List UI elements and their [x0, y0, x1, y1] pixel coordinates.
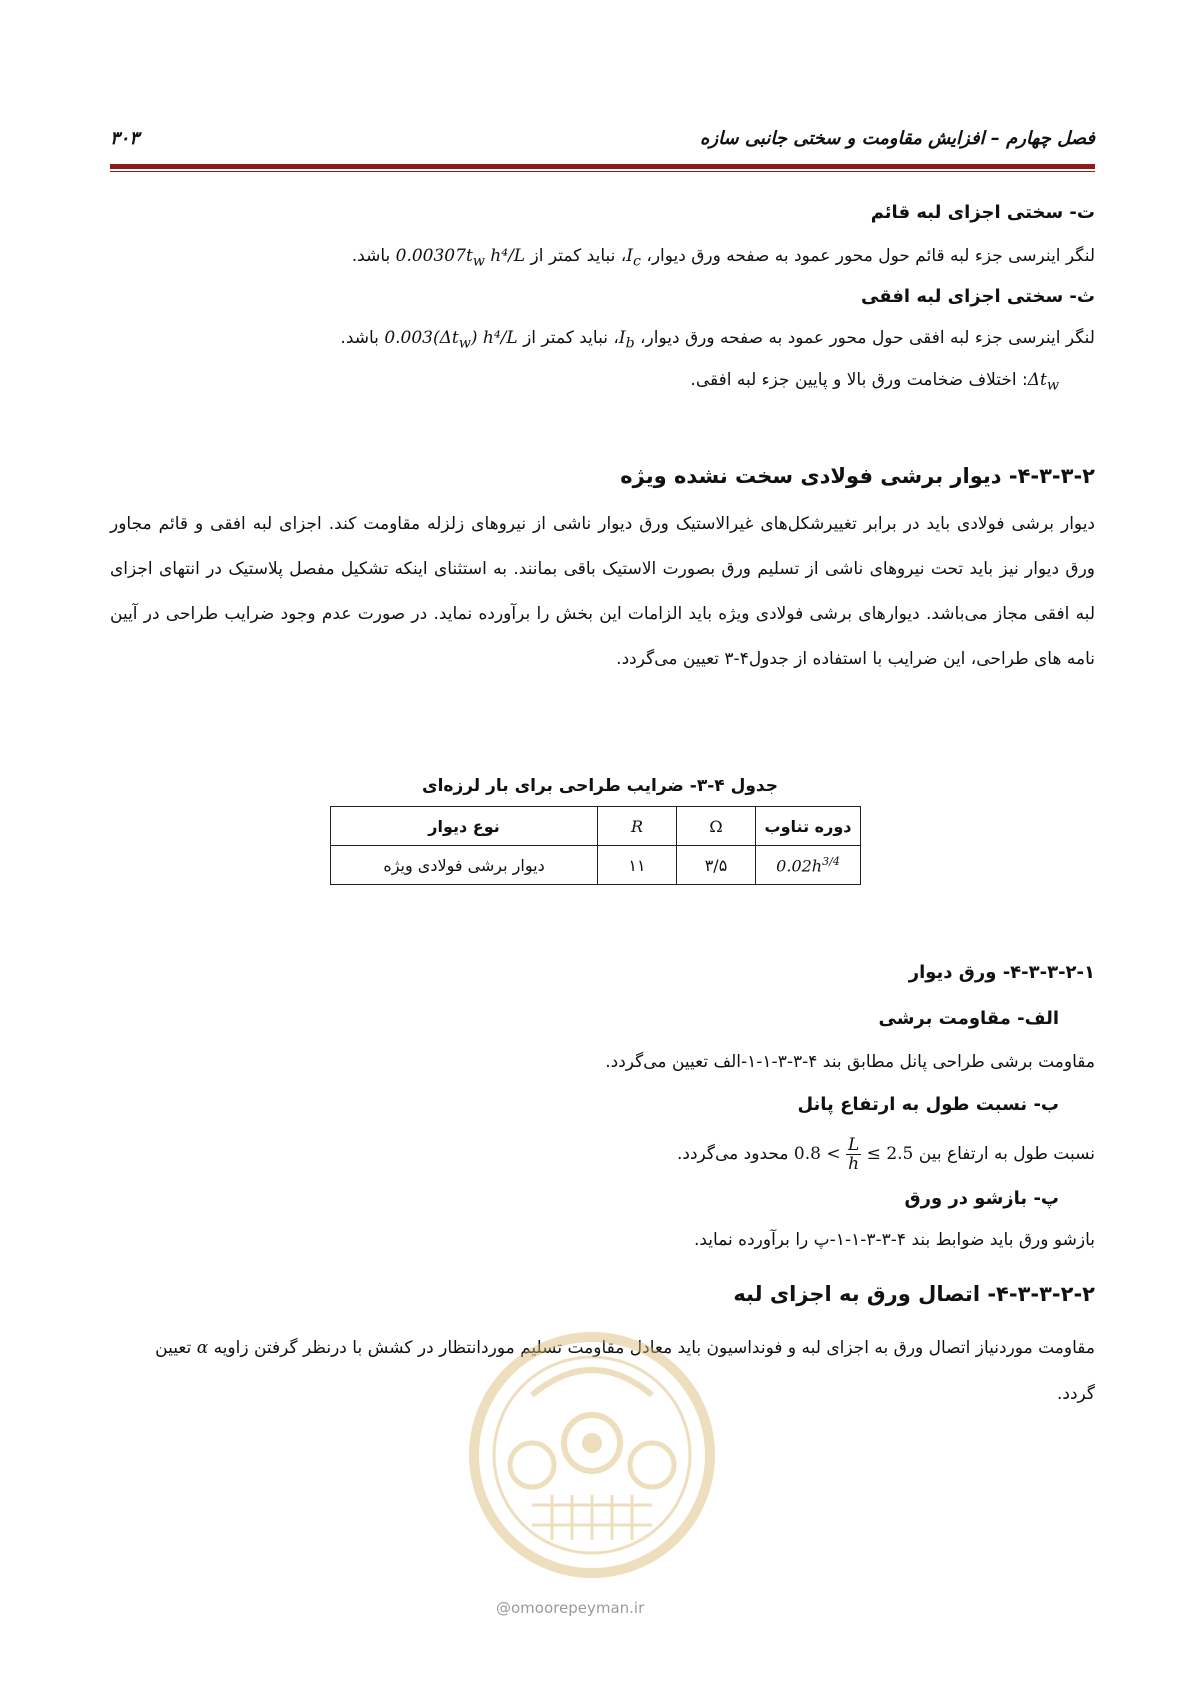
- connection-text-after: تعیین: [155, 1338, 197, 1358]
- chapter-title: فصل چهارم – افزایش مقاومت و سختی جانبی سازه: [699, 128, 1095, 149]
- note-text: : اختلاف ضخامت ورق بالا و پایین جزء لبه افقی.: [690, 370, 1028, 390]
- formula-main: 0.003(Δt: [384, 328, 459, 348]
- connection-text-line2: گردد.: [1056, 1384, 1095, 1404]
- table-header-row: [331, 807, 861, 846]
- symbol-main: I: [626, 246, 633, 266]
- period-formula: [776, 855, 840, 875]
- connection-text-before: مقاومت موردنیاز اتصال ورق به اجزای لبه و فونداسیون باید معادل مقاومت تسلیم موردانتظار در کشش با درنظر گرفتن زاویه: [208, 1338, 1095, 1358]
- header-omega: Ω: [677, 807, 756, 846]
- header-r: R: [598, 807, 677, 846]
- formula-sub: w: [472, 253, 485, 270]
- section-th-note: [690, 370, 1059, 393]
- section-t-formula: [396, 246, 525, 269]
- be-formula: [794, 1136, 913, 1173]
- section-t-text-middle: ، نباید کمتر از: [525, 246, 627, 266]
- header-wall-type: نوع دیوار: [331, 807, 598, 846]
- watermark-text: @omoorepeyman.ir: [496, 1599, 645, 1617]
- be-text-after: محدود می‌گردد.: [676, 1144, 794, 1164]
- alef-heading: الف- مقاومت برشی: [878, 1008, 1059, 1029]
- section-t-text-after: باشد.: [351, 246, 396, 266]
- be-formula-left: 0.8 <: [793, 1144, 841, 1164]
- period-exponent: 3/4: [822, 854, 840, 868]
- section-t-text-before: لنگر اینرسی جزء لبه قائم حول محور عمود به صفحه ورق دیوار،: [640, 246, 1095, 266]
- section-main-heading: ۴-۳-۳-۲- دیوار برشی فولادی سخت نشده ویژه: [620, 464, 1095, 488]
- pe-heading: پ- بازشو در ورق: [904, 1188, 1059, 1209]
- section-th-text-before: لنگر اینرسی جزء لبه افقی حول محور عمود به صفحه ورق دیوار،: [634, 328, 1095, 348]
- pe-text: بازشو ورق باید ضوابط بند ۴-۳-۳-۱-۱-پ را برآورده نماید.: [693, 1230, 1095, 1250]
- symbol-main: I: [618, 328, 626, 348]
- cell-omega: ۳/۵: [677, 846, 756, 885]
- be-frac-num: L: [847, 1135, 860, 1155]
- symbol-sub: b: [625, 335, 635, 352]
- section-t-text: [352, 246, 1095, 269]
- section-t-heading: ت- سختی اجزای لبه قائم: [870, 202, 1095, 223]
- symbol-sub: c: [632, 253, 641, 270]
- alpha-symbol: α: [196, 1338, 209, 1358]
- page-header: [110, 128, 1095, 158]
- section-plate-heading: ۴-۳-۳-۲-۱- ورق دیوار: [908, 962, 1095, 983]
- table-caption: جدول ۴-۳- ضرایب طراحی برای بار لرزه‌ای: [422, 776, 778, 796]
- note-symbol-main: Δt: [1027, 370, 1047, 390]
- section-th-symbol: [619, 328, 635, 351]
- section-main-paragraph: دیوار برشی فولادی باید در برابر تغییرشکل‌های غیرالاستیک ورق دیوار ناشی از نیروهای زلزله مقاومت کند. اجزای لبه افقی و قائم مجاور ورق دیوار نیز باید تحت نیروهای ناشی از تسلیم ورق بصورت الاستیک باقی بمانند. به استثنای اینکه تشکیل مفصل پلاستیک در انتهای اجزای لبه افقی مجاز می‌باشد. دیوارهای برشی فولادی ویژه باید الزامات این بخش را برآورده نماید. در صورت عدم وجود ضرایب طراحی در آیین نامه های طراحی، این ضرایب با استفاده از جدول۴-۳ تعیین می‌گردد.: [110, 514, 1095, 669]
- section-th-heading: ث- سختی اجزای لبه افقی: [860, 286, 1095, 307]
- note-symbol: [1028, 370, 1059, 393]
- section-th-formula: [384, 328, 517, 351]
- header-rule-thick: [110, 164, 1095, 169]
- watermark-seal-logo: [462, 1325, 722, 1585]
- be-fraction: [846, 1136, 861, 1173]
- header-rule-thin: [110, 171, 1095, 172]
- cell-r: ۱۱: [598, 846, 677, 885]
- be-heading: ب- نسبت طول به ارتفاع پانل: [797, 1094, 1059, 1115]
- page-number: ۳۰۳: [110, 128, 140, 149]
- be-frac-den: h: [848, 1154, 860, 1174]
- section-th-text: [340, 328, 1095, 351]
- design-coefficients-table: [330, 806, 861, 885]
- section-t-symbol: [626, 246, 641, 269]
- formula-main: 0.00307t: [395, 246, 473, 266]
- note-symbol-sub: w: [1046, 377, 1059, 394]
- be-text-before: نسبت طول به ارتفاع بین: [913, 1144, 1095, 1164]
- section-th-text-after: باشد.: [340, 328, 385, 348]
- period-base: 0.02h: [776, 856, 823, 876]
- be-formula-right: ≤ 2.5: [866, 1144, 914, 1164]
- formula-rest: h⁴/L: [484, 246, 526, 266]
- formula-sub: w: [458, 335, 471, 352]
- section-connection-heading: ۴-۳-۳-۲-۲- اتصال ورق به اجزای لبه: [733, 1282, 1095, 1306]
- cell-period: [756, 846, 861, 885]
- header-period: دوره تناوب: [756, 807, 861, 846]
- cell-wall-type: دیوار برشی فولادی ویژه: [331, 846, 598, 885]
- table-row: [331, 846, 861, 885]
- section-th-text-middle: ، نباید کمتر از: [517, 328, 619, 348]
- be-text: [677, 1136, 1095, 1173]
- alef-text: مقاومت برشی طراحی پانل مطابق بند ۴-۳-۳-۱-۱-الف تعیین می‌گردد.: [605, 1052, 1095, 1072]
- formula-rest: ) h⁴/L: [470, 328, 518, 348]
